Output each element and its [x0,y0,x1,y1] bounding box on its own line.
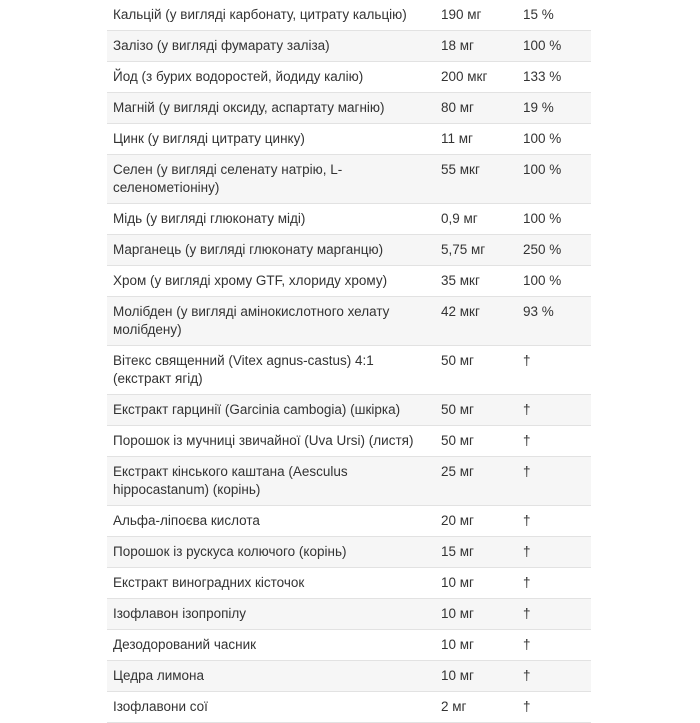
table-row [107,204,591,235]
table-row [107,630,591,661]
table-row [107,0,591,31]
ingredient-amount: 15 мг [441,544,474,559]
ingredient-name: Порошок із рускуса колючого (корінь) [113,544,347,559]
ingredient-amount: 10 мг [441,668,474,683]
table-row [107,62,591,93]
daily-value-percent: 250 % [523,242,562,257]
table-row [107,155,591,204]
table-row [107,426,591,457]
ingredient-name: Марганець (у вигляді глюконату марганцю) [113,242,384,257]
ingredient-amount: 10 мг [441,606,474,621]
ingredient-name: Екстракт кінського каштана (Aesculus hippocastanum) (корінь) [113,464,348,497]
ingredient-name: Магній (у вигляді оксиду, аспартату магнію) [113,100,385,115]
daily-value-percent: 100 % [523,273,562,288]
ingredient-amount: 2 мг [441,699,467,714]
ingredient-amount: 10 мг [441,637,474,652]
table-row [107,457,591,506]
daily-value-percent: † [523,699,531,714]
table-row [107,599,591,630]
daily-value-percent: 100 % [523,131,562,146]
ingredient-amount: 35 мкг [441,273,480,288]
table-row [107,31,591,62]
table-row [107,346,591,395]
daily-value-percent: † [523,464,531,479]
table-row [107,93,591,124]
ingredient-name: Цедра лимона [113,668,205,683]
ingredient-name: Альфа-ліпоєва кислота [113,513,260,528]
daily-value-percent: † [523,402,531,417]
ingredient-name: Мідь (у вигляді глюконату міді) [113,211,306,226]
ingredient-amount: 10 мг [441,575,474,590]
daily-value-percent: † [523,513,531,528]
ingredient-name: Йод (з бурих водоростей, йодиду калію) [113,69,364,84]
ingredient-name: Цинк (у вигляді цитрату цинку) [113,131,305,146]
table-row [107,235,591,266]
daily-value-percent: 100 % [523,211,562,226]
daily-value-percent: 15 % [523,7,554,22]
daily-value-percent: 100 % [523,162,562,177]
ingredient-amount: 80 мг [441,100,474,115]
daily-value-percent: † [523,575,531,590]
ingredient-name: Дезодорований часник [113,637,257,652]
ingredient-name: Ізофлавони сої [113,699,208,714]
ingredient-amount: 50 мг [441,353,474,368]
ingredient-amount: 11 мг [441,131,473,146]
table-row [107,537,591,568]
ingredient-amount: 190 мг [441,7,482,22]
ingredient-name: Кальцій (у вигляді карбонату, цитрату кальцію) [113,7,407,22]
daily-value-percent: 19 % [523,100,554,115]
daily-value-percent: † [523,606,531,621]
ingredient-amount: 18 мг [441,38,474,53]
daily-value-percent: 100 % [523,38,562,53]
ingredient-name: Хром (у вигляді хрому GTF, хлориду хрому) [113,273,388,288]
table-row [107,692,591,723]
ingredient-amount: 5,75 мг [441,242,486,257]
ingredient-name: Молібден (у вигляді амінокислотного хелату молібдену) [113,304,390,337]
ingredient-name: Екстракт гарцинії (Garcinia cambogia) (шкірка) [113,402,401,417]
ingredient-name: Залізо (у вигляді фумарату заліза) [113,38,330,53]
ingredient-amount: 200 мкг [441,69,488,84]
ingredient-amount: 42 мкг [441,304,480,319]
table-row [107,266,591,297]
ingredient-name: Вітекс священний (Vitex agnus-castus) 4:1 (екстракт ягід) [113,353,374,386]
ingredient-amount: 20 мг [441,513,474,528]
ingredient-amount: 50 мг [441,402,474,417]
table-row [107,297,591,346]
table-row [107,568,591,599]
daily-value-percent: 133 % [523,69,562,84]
ingredient-name: Порошок із мучниці звичайної (Uva Ursi) (листя) [113,433,414,448]
daily-value-percent: † [523,433,531,448]
ingredient-amount: 0,9 мг [441,211,478,226]
table-row [107,661,591,692]
ingredient-amount: 25 мг [441,464,474,479]
table-row [107,124,591,155]
daily-value-percent: † [523,668,531,683]
ingredient-name: Ізофлавон ізопропілу [113,606,247,621]
daily-value-percent: † [523,544,531,559]
supplement-facts-table [107,0,591,723]
table-row [107,506,591,537]
ingredient-name: Селен (у вигляді селенату натрію, L-селенометіоніну) [113,162,343,195]
ingredient-amount: 55 мкг [441,162,480,177]
ingredient-amount: 50 мг [441,433,474,448]
daily-value-percent: † [523,353,531,368]
ingredient-name: Екстракт виноградних кісточок [113,575,305,590]
table-row [107,395,591,426]
daily-value-percent: 93 % [523,304,554,319]
daily-value-percent: † [523,637,531,652]
